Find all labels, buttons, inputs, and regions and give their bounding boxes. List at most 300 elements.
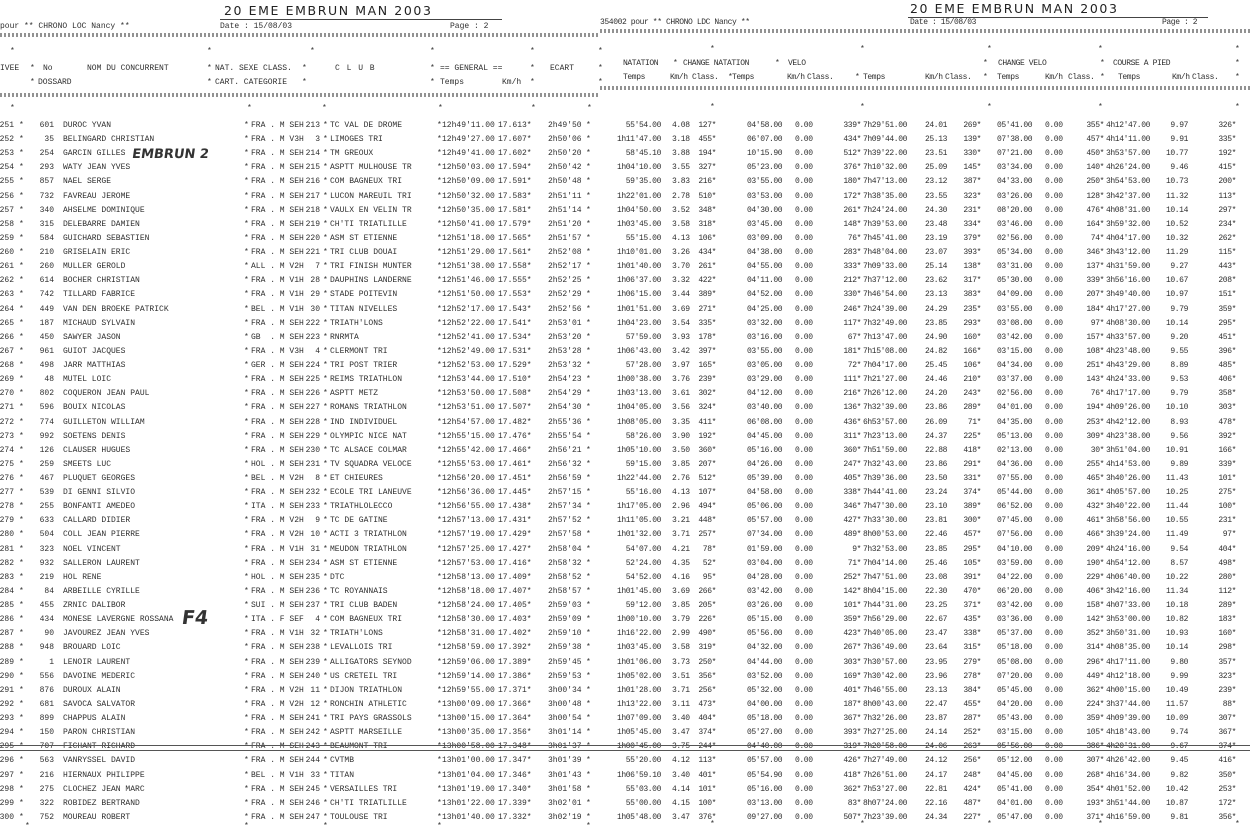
club: IND INDIVIDUEL [330,417,398,427]
separator-star: * [323,304,328,314]
separator-star: * [323,615,328,625]
run-kmh: 9.56 [1170,431,1188,441]
club: DAUPHINS LANDERNE [330,276,412,286]
category-class: 216 [305,177,320,187]
run-kmh: 9.74 [1170,728,1188,738]
t2-kmh: 0.00 [1045,304,1063,314]
t1-time: 04'44.00 [747,657,783,667]
separator-star: * [323,403,328,413]
swim-kmh: 3.11 [672,699,690,709]
nationality-sex-category: HOL . M SEH [251,572,304,582]
t1-time: 03'42.00 [747,586,783,596]
place: 264 [0,304,14,314]
category-class: 235 [305,572,320,582]
t2-kmh: 0.00 [1045,615,1063,625]
bike-kmh: 23.13 [925,290,948,300]
t2-class: 193* [1086,798,1104,808]
swim-class: 510* [698,191,716,201]
general-kmh: 17.371* [498,685,532,695]
dossard: 498 [39,361,54,371]
run-kmh: 9.80 [1170,657,1188,667]
run-time: 4h24'16.00 [1106,544,1151,554]
swim-kmh: 3.51 [672,671,690,681]
competitor-name: DELEBARRE DAMIEN [63,219,140,229]
bike-class: 71* [967,417,981,427]
swim-kmh: 4.21 [672,544,690,554]
t2-kmh: 0.00 [1045,346,1063,356]
separator-star: * [530,78,535,87]
swim-class: 165* [698,361,716,371]
dossard: 539 [39,488,54,498]
separator-star: * [438,104,443,113]
separator-star: * [1235,73,1240,82]
run-time: 4h04'17.00 [1106,233,1151,243]
club: ALLIGATORS SEYNOD [330,657,412,667]
general-kmh: 17.364* [498,714,532,724]
club: COM BAGNEUX TRI [330,177,403,187]
table-row [0,134,1250,146]
run-kmh: 11.57 [1165,699,1188,709]
t2-time: 04'10.00 [997,544,1033,554]
ecart: 2h51'11 [548,191,582,201]
run-class: 359* [1218,304,1236,314]
table-row [0,770,1250,782]
general-time: 12h55'42.00 [442,445,495,455]
swim-time: 1h01'51.00 [616,304,661,314]
general-time: 12h53'44.00 [442,375,495,385]
general-kmh: 17.565* [498,233,532,243]
separator-star: * [323,233,328,243]
bike-class: 160* [963,332,981,342]
separator-star: * [586,530,591,540]
place: 296 [0,756,14,766]
bike-class: 227* [963,812,981,822]
separator-star: * [30,78,35,87]
t1-class: 330* [843,290,861,300]
swim-kmh: 3.69 [672,304,690,314]
general-kmh: 17.607* [498,135,532,145]
dossard: 633 [39,516,54,526]
run-class: 326* [1218,121,1236,130]
category-class: 231 [305,459,320,469]
run-class: 357* [1218,657,1236,667]
t1-kmh: 0.00 [795,756,813,766]
separator-star: * [437,822,442,831]
separator-star: * [1100,73,1105,82]
t2-time: 03'46.00 [997,219,1033,229]
swim-class: 127* [698,121,716,130]
table-row [0,529,1250,541]
separator-star: * [437,163,442,173]
t2-class: 158* [1086,601,1104,611]
place: 284 [0,586,14,596]
swim-class: 107* [698,488,716,498]
place: 288 [0,643,14,653]
competitor-name: FAVREAU JEROME [63,191,131,201]
general-kmh: 17.366* [498,699,532,709]
separator-star: * [322,104,327,113]
swim-class: 250* [698,657,716,667]
general-time: 12h52'17.00 [442,304,495,314]
competitor-name: PARON CHRISTIAN [63,728,136,738]
t1-kmh: 0.00 [795,488,813,498]
t1-time: 03'05.00 [747,361,783,371]
t1-time: 04'40.00 [747,742,783,752]
bike-time: 7h32'49.00 [863,318,908,328]
bike-kmh: 23.86 [925,459,948,469]
t2-time: 05'43.00 [997,714,1033,724]
run-kmh: 11.34 [1165,586,1188,596]
run-time: 4h16'59.00 [1106,812,1151,822]
table-row [0,501,1250,513]
t2-time: 07'38.00 [997,135,1033,145]
place: 268 [0,361,14,371]
t2-kmh: 0.00 [1045,276,1063,286]
separator-star: * [586,233,591,243]
separator-star: * [437,191,442,201]
run-class: 160* [1218,629,1236,639]
place: 251 [0,121,14,130]
run-class: 298* [1218,643,1236,653]
ecart: 2h50'06 [548,135,582,145]
swim-time: 1h03'45.00 [616,219,661,229]
club: RNRMTA [330,332,359,342]
swim-class: 205* [698,601,716,611]
bike-time: 6h53'57.00 [863,417,908,427]
dossard: 260 [39,262,54,272]
t2-kmh: 0.00 [1045,572,1063,582]
place: 275 [0,459,14,469]
separator-star: * [244,822,249,831]
general-kmh: 17.407* [498,586,532,596]
swim-class: 216* [698,177,716,187]
t1-class: 311* [843,431,861,441]
separator-star: * [437,205,442,215]
swim-time: 1h01'45.00 [616,586,661,596]
separator-star: * [437,699,442,709]
t1-class: 76* [847,233,861,243]
nationality-sex-category: FRA . M V1H [251,629,304,639]
bike-kmh: 23.12 [925,177,948,187]
category-class: 225 [305,375,320,385]
category-class: 228 [305,417,320,427]
separator-star: * [244,375,249,385]
bike-class: 487* [963,798,981,808]
swim-kmh: 3.58 [672,643,690,653]
separator-star: * [437,530,442,540]
t1-class: 169* [843,671,861,681]
category-class: 9 [315,516,320,526]
separator-star: * [437,629,442,639]
run-class: 239* [1218,685,1236,695]
separator-star: * [323,248,328,258]
bike-class: 317* [963,276,981,286]
table-row [0,473,1250,485]
t1-time: 06'07.00 [747,135,783,145]
t2-time: 05'13.00 [997,431,1033,441]
run-class: 498* [1218,558,1236,568]
bike-class: 139* [963,135,981,145]
general-kmh: 17.429* [498,530,532,540]
separator-star: * [710,103,715,112]
competitor-name: MULLER GEROLD [63,262,126,272]
bike-class: 256* [963,756,981,766]
general-time: 12h49'11.00 [442,121,495,130]
separator-star: * [860,103,865,112]
separator-star: * [323,544,328,554]
separator-star: * [19,431,24,441]
place: 295 [0,742,14,752]
general-time: 12h51'29.00 [442,248,495,258]
general-time: 12h58'18.00 [442,586,495,596]
place: 266 [0,332,14,342]
t2-kmh: 0.00 [1045,135,1063,145]
dossard: 899 [39,714,54,724]
bike-class: 243* [963,389,981,399]
separator-star: * [19,685,24,695]
bike-kmh: 25.14 [925,262,948,272]
swim-kmh: 3.70 [672,262,690,272]
bike-kmh: 24.17 [925,770,948,780]
swim-class: 327* [698,163,716,173]
separator-star: * [437,488,442,498]
category-class: 237 [305,601,320,611]
general-time: 13h00'58.00 [442,742,495,752]
run-kmh: 8.89 [1170,361,1188,371]
bike-kmh: 24.30 [925,205,948,215]
table-row [0,233,1250,245]
bike-class: 105* [963,558,981,568]
club: DTC [330,572,345,582]
run-time: 4h08'31.00 [1106,205,1151,215]
dossard: 1 [49,657,54,667]
run-time: 3h56'16.00 [1106,276,1151,286]
bike-class: 291* [963,459,981,469]
t1-time: 03'55.00 [747,346,783,356]
bike-kmh: 24.01 [925,121,948,130]
bike-kmh: 23.81 [925,516,948,526]
t1-class: 393* [843,728,861,738]
dossard: 504 [39,530,54,540]
separator-star: * [586,558,591,568]
nationality-sex-category: BEL . M V2H [251,474,304,483]
t1-kmh: 0.00 [795,742,813,752]
general-kmh: 17.340* [498,784,532,794]
run-kmh: 10.18 [1165,601,1188,611]
general-time: 13h00'09.00 [442,699,495,709]
t1-time: 05'54.90 [747,770,783,780]
swim-time: 55'54.00 [625,121,661,130]
subheader-temps: Temps [863,73,886,82]
bike-time: 7h56'29.00 [863,615,908,625]
ecart: 2h58'52 [548,572,582,582]
run-class: 275* [1218,488,1236,498]
swim-time: 1h03'45.00 [616,643,661,653]
nationality-sex-category: BEL . M V1H [251,770,304,780]
t2-kmh: 0.00 [1045,770,1063,780]
ecart: 3h01'43 [548,770,582,780]
table-row [0,558,1250,570]
t2-kmh: 0.00 [1045,657,1063,667]
general-time: 12h58'24.00 [442,601,495,611]
swim-time: 1h11'05.00 [616,516,661,526]
handwritten-note: F4 [180,607,210,629]
t2-class: 371* [1086,812,1104,822]
separator-star: * [323,163,328,173]
t1-class: 267* [843,643,861,653]
nationality-sex-category: FRA . M SEH [251,248,304,258]
dossard: 150 [39,728,54,738]
ecart: 2h56'59 [548,474,582,483]
bike-time: 7h45'41.00 [863,233,908,243]
section-change-natation: CHANGE NATATION [683,59,750,68]
separator-star: * [244,417,249,427]
separator-star: * [19,728,24,738]
separator-star: * [586,417,591,427]
bike-time: 7h53'27.00 [863,784,908,794]
general-kmh: 17.508* [498,389,532,399]
run-kmh: 10.73 [1165,177,1188,187]
swim-class: 422* [698,276,716,286]
run-time: 3h58'56.00 [1106,516,1151,526]
general-kmh: 17.529* [498,361,532,371]
general-time: 12h58'13.00 [442,572,495,582]
place: 274 [0,445,14,455]
separator-star: * [19,798,24,808]
bike-time: 7h27'49.00 [863,756,908,766]
run-kmh: 10.77 [1165,149,1188,159]
swim-kmh: 3.55 [672,163,690,173]
club: TV SQUADRA VELOCE [330,459,412,469]
general-kmh: 17.402* [498,629,532,639]
separator-star: * [586,586,591,596]
t1-kmh: 0.00 [795,586,813,596]
dossard: 315 [39,219,54,229]
run-time: 4h23'48.00 [1106,346,1151,356]
swim-class: 376* [698,812,716,822]
separator-star: * [19,784,24,794]
run-class: 415* [1218,163,1236,173]
dossard: 876 [39,685,54,695]
bike-kmh: 23.19 [925,233,948,243]
swim-kmh: 3.52 [672,205,690,215]
t2-class: 74* [1090,233,1104,243]
separator-star: * [531,104,536,113]
t1-kmh: 0.00 [795,445,813,455]
separator-star: * [323,714,328,724]
swim-time: 1h04'10.00 [616,163,661,173]
separator-star: * [437,248,442,258]
t1-class: 246* [843,304,861,314]
t1-time: 04'58.00 [747,121,783,130]
bike-kmh: 25.09 [925,163,948,173]
t1-kmh: 0.00 [795,699,813,709]
swim-time: 59'15.00 [625,459,661,469]
t2-class: 339* [1086,276,1104,286]
section-change-velo: CHANGE VELO [998,59,1047,68]
run-kmh: 9.79 [1170,304,1188,314]
club: RONCHIN ATHLETIC [330,699,407,709]
t1-kmh: 0.00 [795,629,813,639]
t1-kmh: 0.00 [795,798,813,808]
separator-star: * [586,219,591,229]
competitor-name: DUROUX ALAIN [63,685,121,695]
place: 270 [0,389,14,399]
run-kmh: 10.25 [1165,488,1188,498]
category-class: 242 [305,728,320,738]
nationality-sex-category: FRA . M SEH [251,756,304,766]
t1-kmh: 0.00 [795,290,813,300]
nationality-sex-category: FRA . M SEH [251,389,304,399]
t1-time: 05'57.00 [747,516,783,526]
separator-star: * [323,822,328,831]
t1-time: 03'16.00 [747,332,783,342]
table-row [0,586,1250,598]
section-natation: NATATION [623,59,659,68]
table-row [0,685,1250,697]
t2-kmh: 0.00 [1045,488,1063,498]
separator-star: * [586,544,591,554]
general-kmh: 17.438* [498,502,532,512]
t1-kmh: 0.00 [795,233,813,243]
nationality-sex-category: FRA . M SEH [251,205,304,215]
separator-star: * [19,516,24,526]
t2-class: 253* [1086,417,1104,427]
swim-class: 244* [698,742,716,752]
swim-kmh: 4.15 [672,798,690,808]
bike-class: 300* [963,516,981,526]
swim-time: 1h04'23.00 [616,318,661,328]
dossard: 455 [39,601,54,611]
swim-class: 261* [698,262,716,272]
bike-class: 279* [963,657,981,667]
club: ECOLE TRI LANEUVE [330,488,412,498]
separator-star: * [437,756,442,766]
bike-kmh: 22.81 [925,784,948,794]
t1-class: 512* [843,149,861,159]
separator-star: * [244,361,249,371]
separator-star: * [323,502,328,512]
competitor-name: CHAPPUS ALAIN [63,714,126,724]
separator-star: * [586,445,591,455]
swim-class: 106* [698,233,716,243]
right-date: Date : 15/08/03 [910,18,977,27]
table-row [0,628,1250,640]
swim-time: 1h10'01.00 [616,248,661,258]
general-time: 13h01'22.00 [442,798,495,808]
swim-kmh: 3.85 [672,459,690,469]
club: ASM ST ETIENNE [330,233,398,243]
bike-class: 289* [963,403,981,413]
run-time: 3h39'24.00 [1106,530,1151,540]
t1-class: 148* [843,219,861,229]
general-time: 12h50'09.00 [442,177,495,187]
bike-kmh: 23.62 [925,276,948,286]
table-row [0,417,1250,429]
separator-star: * [323,516,328,526]
bike-time: 8h00'43.00 [863,699,908,709]
table-row [0,219,1250,231]
run-class: 289* [1218,601,1236,611]
general-time: 12h55'53.00 [442,459,495,469]
club: TITAN [330,770,355,780]
t1-time: 05'57.00 [747,756,783,766]
place: 287 [0,629,14,639]
t2-kmh: 0.00 [1045,742,1063,752]
general-kmh: 17.356* [498,728,532,738]
competitor-name: CALLARD DIDIER [63,516,131,526]
table-row [0,755,1250,767]
